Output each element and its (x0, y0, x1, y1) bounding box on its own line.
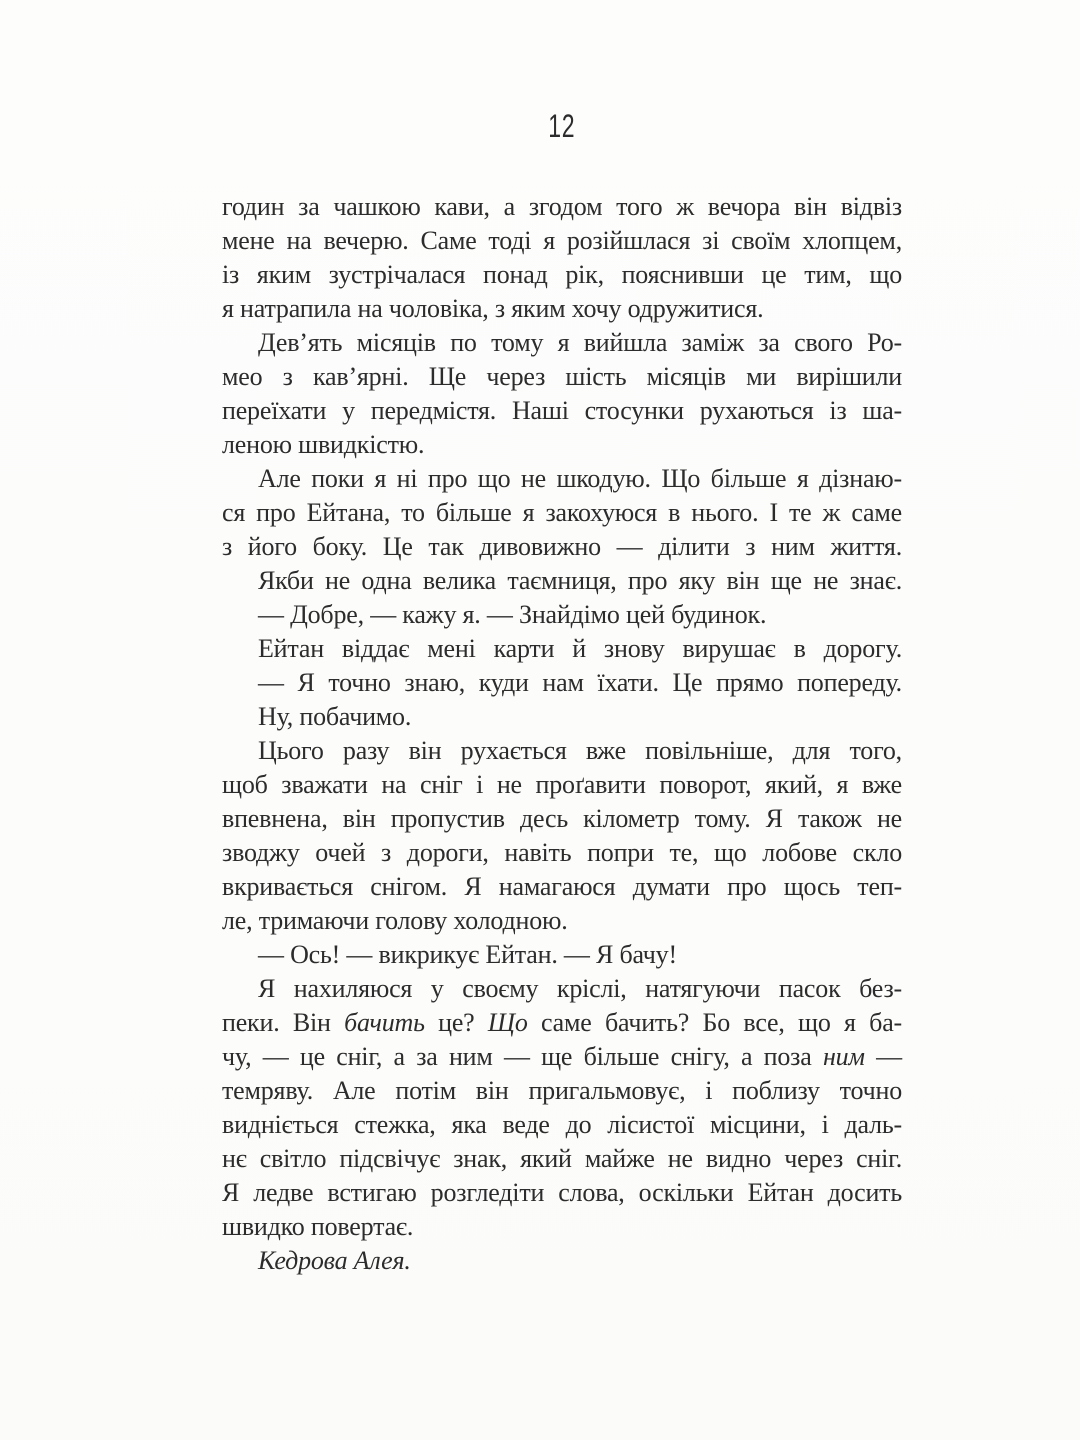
text-segment: вкривається снігом. Я намагаюся думати про щось теп- (222, 872, 902, 901)
text-segment: Ну, побачимо. (258, 702, 412, 731)
text-segment: ле, тримаючи голову холодною. (222, 906, 568, 935)
text-segment: — Я точно знаю, куди нам їхати. Це прямо попереду. (258, 668, 902, 697)
text-line (222, 1244, 902, 1278)
text-segment: видніється стежка, яка веде до лісистої місцини, і даль- (222, 1110, 902, 1139)
text-line (222, 904, 902, 938)
text-line (222, 734, 902, 768)
text-line (222, 1108, 902, 1142)
text-segment-italic: бачить (344, 1008, 425, 1037)
text-line (222, 666, 902, 700)
text-line (222, 428, 902, 462)
page-number-value: 12 (548, 108, 576, 144)
page-text (222, 190, 902, 1278)
text-segment: Цього разу він рухається вже повільніше, для того, (258, 736, 902, 765)
text-line (222, 326, 902, 360)
text-segment: пеки. Він (222, 1008, 345, 1037)
text-segment: зводжу очей з дороги, навіть попри те, що лобове скло (222, 838, 902, 867)
text-line (222, 938, 902, 972)
text-line (222, 802, 902, 836)
text-line (222, 360, 902, 394)
text-segment-italic: ним (822, 1042, 865, 1071)
text-line (222, 870, 902, 904)
text-segment: Дев’ять місяців по тому я вийшла заміж за свого Ро- (258, 328, 902, 357)
text-line (222, 224, 902, 258)
text-segment: темряву. Але потім він пригальмовує, і поблизу точно (222, 1076, 902, 1105)
text-segment-italic: Що (487, 1008, 528, 1037)
text-line (222, 836, 902, 870)
text-line (222, 1142, 902, 1176)
text-line (222, 632, 902, 666)
text-line (222, 190, 902, 224)
text-line (222, 1074, 902, 1108)
text-line (222, 1006, 902, 1040)
page-number (222, 108, 902, 144)
text-segment: я натрапила на чоловіка, з яким хочу одружитися. (222, 294, 764, 323)
text-segment: переїхати у передмістя. Наші стосунки рухаються із ша- (222, 396, 902, 425)
text-line (222, 530, 902, 564)
text-line (222, 564, 902, 598)
text-segment: мене на вечерю. Саме тоді я розійшлася зі своїм хлопцем, (222, 226, 902, 255)
text-segment: із яким зустрічалася понад рік, пояснивши це тим, що (222, 260, 902, 289)
text-line (222, 598, 902, 632)
text-segment: леною швидкістю. (222, 430, 425, 459)
text-segment: годин за чашкою кави, а згодом того ж вечора він відвіз (222, 192, 902, 221)
text-segment: з його боку. Це так дивовижно — ділити з ним життя. (222, 532, 902, 561)
text-segment-italic: Кедрова Алея. (258, 1246, 411, 1275)
text-line (222, 394, 902, 428)
text-segment: саме бачить? Бо все, що я ба- (527, 1008, 902, 1037)
text-segment: швидко повертає. (222, 1212, 414, 1241)
text-segment: — Добре, — кажу я. — Знайдімо цей будинок. (258, 600, 767, 629)
text-line (222, 292, 902, 326)
text-segment: Якби не одна велика таємниця, про яку він ще не знає. (258, 566, 902, 595)
text-line (222, 972, 902, 1006)
text-segment: Я ледве встигаю розгледіти слова, оскільки Ейтан досить (222, 1178, 902, 1207)
text-segment: чу, — це сніг, а за ним — ще більше снігу, а поза (222, 1042, 823, 1071)
text-segment: впевнена, він пропустив десь кілометр тому. Я також не (222, 804, 902, 833)
text-line (222, 1176, 902, 1210)
text-segment: ся про Ейтана, то більше я закохуюся в нього. І те ж саме (222, 498, 902, 527)
text-line (222, 462, 902, 496)
text-segment: нє світло підсвічує знак, який майже не видно через сніг. (222, 1144, 902, 1173)
text-line (222, 768, 902, 802)
text-segment: це? (424, 1008, 488, 1037)
text-segment: Ейтан віддає мені карти й знову вирушає в дорогу. (258, 634, 902, 663)
text-line (222, 700, 902, 734)
text-line (222, 1040, 902, 1074)
text-segment: — Ось! — викрикує Ейтан. — Я бачу! (258, 940, 677, 969)
text-segment: Я нахиляюся у своєму кріслі, натягуючи пасок без- (258, 974, 902, 1003)
text-segment: — (864, 1042, 902, 1071)
text-line (222, 1210, 902, 1244)
text-line (222, 496, 902, 530)
text-line (222, 258, 902, 292)
text-segment: щоб зважати на сніг і не проґавити поворот, який, я вже (222, 770, 902, 799)
text-segment: мео з кав’ярні. Ще через шість місяців ми вирішили (222, 362, 902, 391)
text-segment: Але поки я ні про що не шкодую. Що більше я дізнаю- (258, 464, 902, 493)
